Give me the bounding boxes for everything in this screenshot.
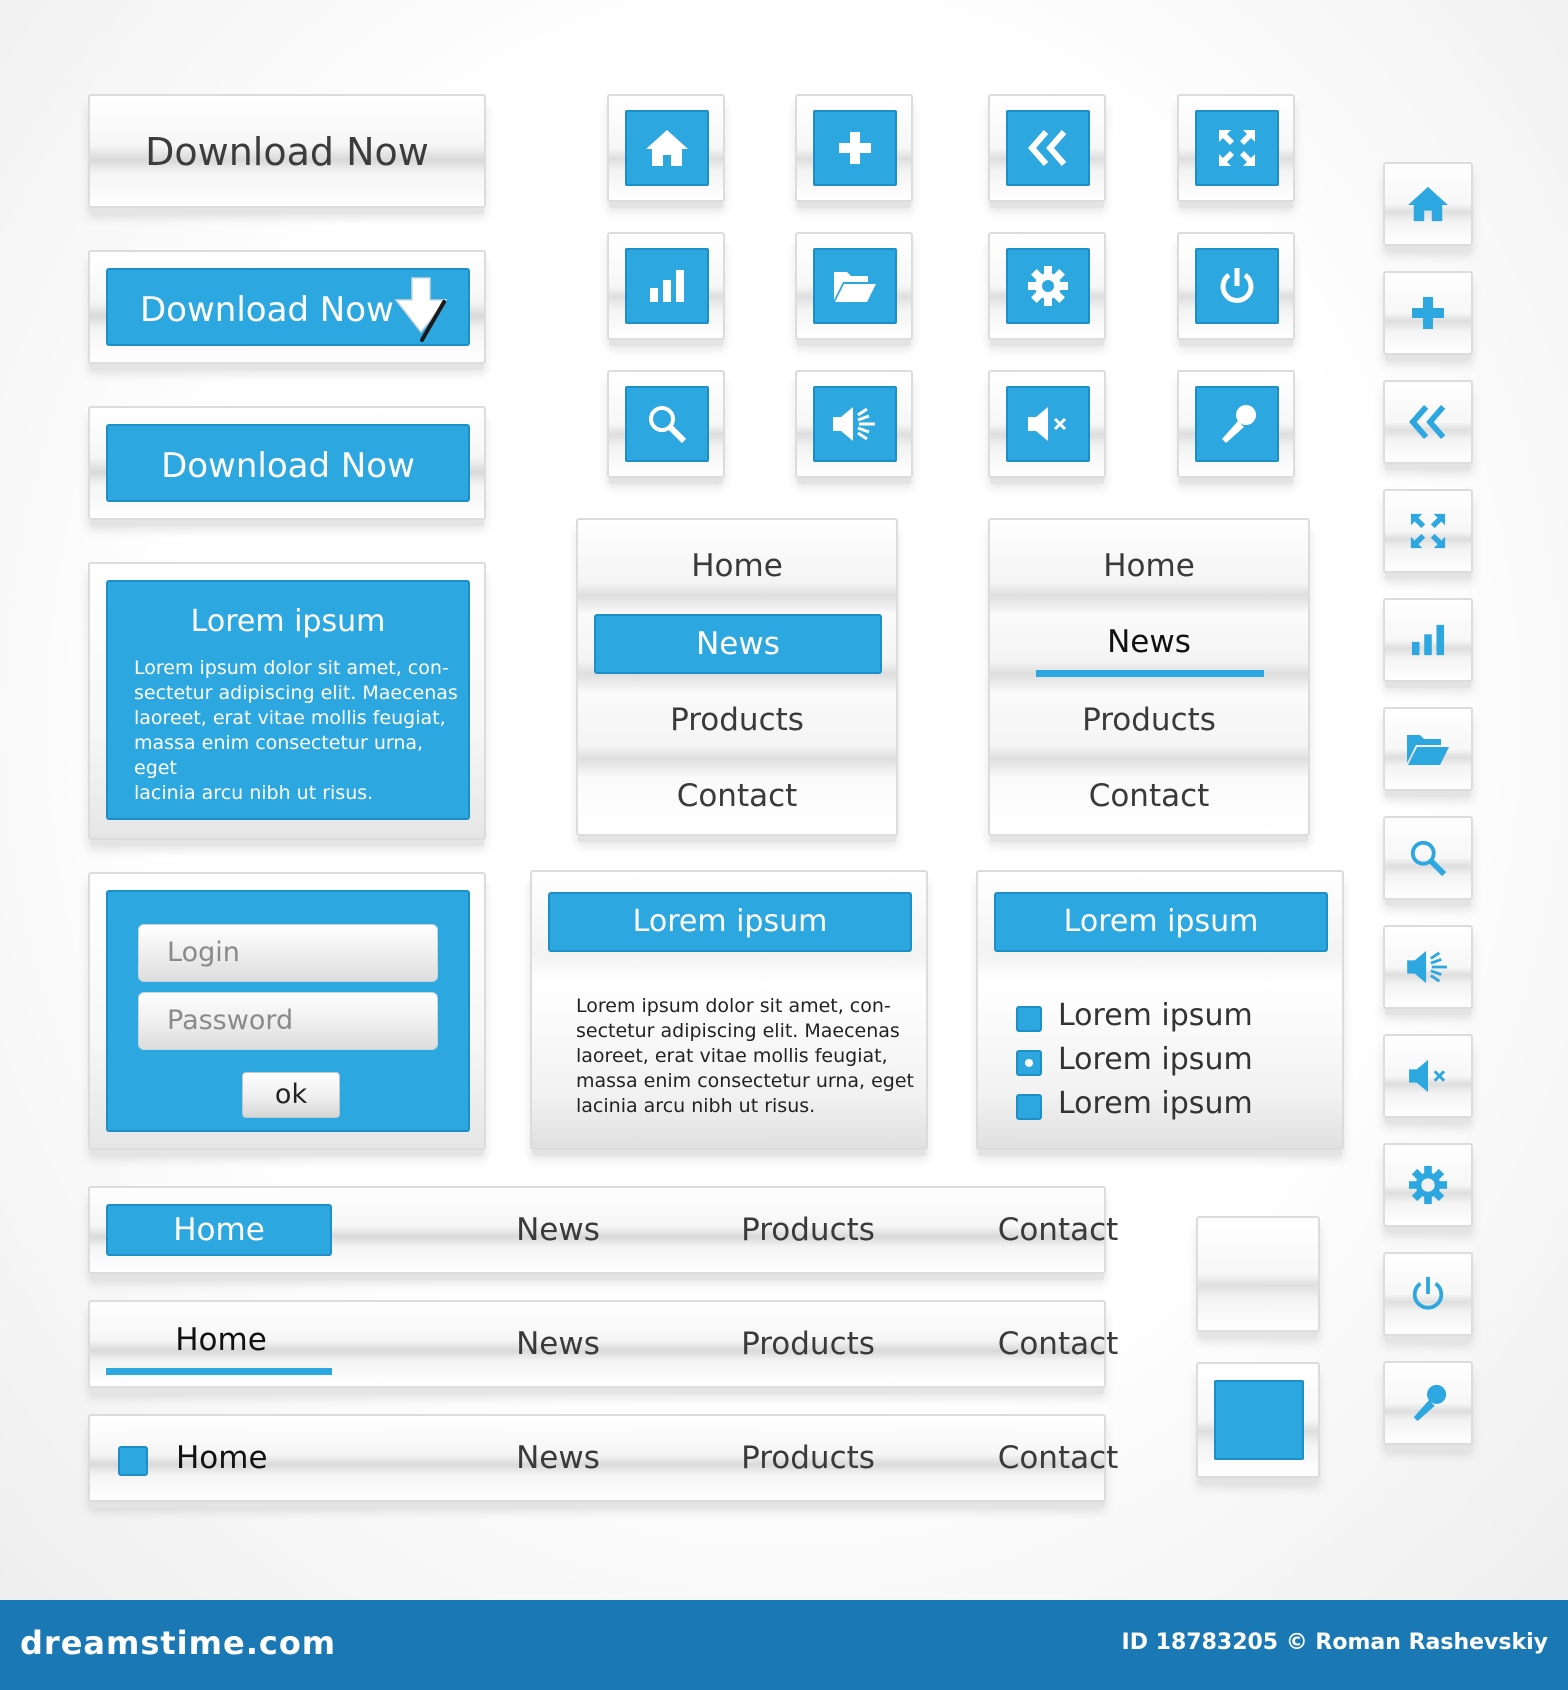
tile-square — [625, 110, 709, 186]
menu-b-underline — [1036, 670, 1264, 677]
text-panel-header — [548, 892, 912, 952]
side-home[interactable] — [1383, 162, 1473, 246]
tile-square — [625, 386, 709, 462]
ok-button[interactable] — [242, 1072, 340, 1118]
tile-mic[interactable] — [1177, 370, 1295, 478]
side-mic[interactable] — [1383, 1361, 1473, 1445]
home-icon — [1406, 185, 1450, 223]
menu-b-home[interactable]: Home — [1103, 548, 1195, 584]
empty-button-blue[interactable] — [1196, 1362, 1320, 1478]
download-button-blue-frame — [88, 406, 486, 520]
nav-3-home-active[interactable]: Home — [176, 1440, 268, 1476]
gear-icon — [1027, 265, 1069, 307]
double-chevron-left-icon — [1028, 129, 1068, 167]
double-chevron-left-icon — [1409, 404, 1447, 440]
checkbox-panel-title: Lorem ipsum — [1063, 904, 1259, 939]
side-plus[interactable] — [1383, 271, 1473, 355]
side-mute[interactable] — [1383, 1034, 1473, 1118]
ok-button-label: ok — [274, 1079, 308, 1110]
login-box — [106, 890, 470, 1132]
speaker-loud-icon — [831, 405, 879, 443]
tile-square — [1195, 248, 1279, 324]
checkbox-panel — [976, 870, 1344, 1150]
tile-square — [813, 386, 897, 462]
tile-chart[interactable] — [607, 232, 725, 340]
menu-b-news-active[interactable]: News — [1107, 624, 1191, 660]
nav-3-products[interactable]: Products — [741, 1440, 875, 1476]
microphone-icon — [1408, 1383, 1448, 1423]
tile-square — [625, 248, 709, 324]
checkbox-3-label: Lorem ipsum — [1058, 1086, 1253, 1121]
vertical-menu-filled — [576, 518, 898, 836]
bar-chart-icon — [1409, 623, 1447, 657]
fullscreen-icon — [1217, 128, 1257, 168]
text-panel-line: Lorem ipsum dolor sit amet, con- — [576, 995, 891, 1017]
nav-2-news[interactable]: News — [516, 1326, 600, 1362]
power-icon — [1409, 1275, 1447, 1313]
footer-site-logo[interactable]: dreamstime.com — [20, 1624, 337, 1662]
fullscreen-icon — [1409, 512, 1447, 550]
checkbox-1-label: Lorem ipsum — [1058, 998, 1253, 1033]
power-icon — [1217, 266, 1257, 306]
footer-credit: ID 18783205 © Roman Rashevskiy — [1121, 1630, 1548, 1655]
tile-mute[interactable] — [988, 370, 1106, 478]
tile-square — [1006, 248, 1090, 324]
checkbox-2-selected[interactable] — [1016, 1050, 1042, 1076]
home-icon — [644, 128, 690, 168]
plus-icon — [837, 130, 873, 166]
side-fullscreen[interactable] — [1383, 489, 1473, 573]
info-box-line: lacinia arcu nibh ut risus. — [134, 782, 374, 804]
nav-2-products[interactable]: Products — [741, 1326, 875, 1362]
menu-a-contact[interactable]: Contact — [676, 778, 798, 814]
tile-folder[interactable] — [795, 232, 913, 340]
info-box-body — [134, 656, 468, 806]
login-placeholder: Login — [167, 937, 240, 968]
tile-square — [1195, 386, 1279, 462]
nav-bar-marker — [88, 1414, 1119, 1502]
speaker-loud-icon — [1405, 949, 1451, 985]
tile-square — [1195, 110, 1279, 186]
side-folder[interactable] — [1383, 707, 1473, 791]
tile-plus[interactable] — [795, 94, 913, 202]
empty-button-plain[interactable] — [1196, 1216, 1320, 1332]
microphone-icon — [1216, 403, 1258, 445]
search-icon — [1409, 839, 1447, 877]
checkbox-1[interactable] — [1016, 1006, 1042, 1032]
info-box-title: Lorem ipsum — [190, 604, 386, 639]
download-button-blue[interactable] — [106, 424, 470, 502]
footer-bar — [0, 1600, 1568, 1690]
download-button-blue-label: Download Now — [161, 446, 415, 486]
download-button-plain[interactable] — [88, 94, 486, 208]
checkbox-3[interactable] — [1016, 1094, 1042, 1120]
nav-bar-filled — [88, 1186, 1119, 1274]
speaker-mute-icon — [1407, 1058, 1449, 1094]
menu-a-news-active[interactable] — [594, 614, 882, 674]
login-field[interactable] — [138, 924, 438, 982]
download-button-arrow[interactable] — [106, 268, 470, 346]
side-chart[interactable] — [1383, 598, 1473, 682]
info-box — [106, 580, 470, 820]
nav-1-home-label: Home — [173, 1212, 265, 1248]
nav-3-active-marker — [118, 1446, 148, 1476]
nav-bar-underline — [88, 1300, 1119, 1388]
tile-rewind[interactable] — [988, 94, 1106, 202]
text-panel — [530, 870, 928, 1150]
nav-2-contact[interactable]: Contact — [997, 1326, 1119, 1362]
password-placeholder: Password — [167, 1005, 294, 1036]
checkbox-2-label: Lorem ipsum — [1058, 1042, 1253, 1077]
side-rewind[interactable] — [1383, 380, 1473, 464]
tile-fullscreen[interactable] — [1177, 94, 1295, 202]
checkbox-panel-header — [994, 892, 1328, 952]
tile-sound[interactable] — [795, 370, 913, 478]
menu-b-products[interactable]: Products — [1082, 702, 1216, 738]
menu-a-news-label: News — [696, 626, 780, 662]
checkbox-2-dot — [1025, 1059, 1033, 1067]
text-panel-line: sectetur adipiscing elit. Maecenas — [576, 1020, 900, 1042]
info-box-line: Lorem ipsum dolor sit amet, con- — [134, 657, 449, 679]
menu-b-contact[interactable]: Contact — [1088, 778, 1210, 814]
tile-settings[interactable] — [988, 232, 1106, 340]
text-panel-title: Lorem ipsum — [632, 904, 828, 939]
nav-1-home-active[interactable] — [106, 1204, 332, 1256]
menu-a-home[interactable]: Home — [691, 548, 783, 584]
empty-button-blue-square — [1214, 1380, 1304, 1460]
info-box-frame — [88, 562, 486, 840]
nav-1-contact[interactable]: Contact — [997, 1212, 1119, 1248]
nav-2-home-active[interactable]: Home — [175, 1322, 267, 1358]
tile-power[interactable] — [1177, 232, 1295, 340]
nav-1-news[interactable]: News — [516, 1212, 600, 1248]
menu-a-products[interactable]: Products — [670, 702, 804, 738]
nav-3-news[interactable]: News — [516, 1440, 600, 1476]
folder-open-icon — [1405, 731, 1451, 767]
tile-square — [1006, 386, 1090, 462]
tile-square — [813, 248, 897, 324]
download-button-arrow-frame — [88, 250, 486, 364]
text-panel-line: massa enim consectetur urna, eget — [576, 1070, 914, 1092]
speaker-mute-icon — [1026, 405, 1070, 443]
info-box-line: massa enim consectetur urna, eget — [134, 732, 424, 779]
search-icon — [647, 404, 687, 444]
side-search[interactable] — [1383, 816, 1473, 900]
tile-square — [1006, 110, 1090, 186]
nav-2-underline — [106, 1368, 332, 1375]
login-box-frame — [88, 872, 486, 1150]
gear-icon — [1408, 1165, 1448, 1205]
tile-square — [813, 110, 897, 186]
download-button-arrow-label: Download Now — [140, 290, 394, 330]
password-field[interactable] — [138, 992, 438, 1050]
tile-home[interactable] — [607, 94, 725, 202]
side-power[interactable] — [1383, 1252, 1473, 1336]
side-settings[interactable] — [1383, 1143, 1473, 1227]
plus-icon — [1410, 295, 1446, 331]
text-panel-body — [576, 994, 914, 1119]
nav-1-products[interactable]: Products — [741, 1212, 875, 1248]
bar-chart-icon — [647, 268, 687, 304]
text-panel-line: laoreet, erat vitae mollis feugiat, — [576, 1045, 888, 1067]
side-sound[interactable] — [1383, 925, 1473, 1009]
info-box-line: sectetur adipiscing elit. Maecenas — [134, 682, 458, 704]
tile-search[interactable] — [607, 370, 725, 478]
folder-open-icon — [832, 268, 878, 304]
vertical-menu-underline — [988, 518, 1310, 836]
text-panel-line: lacinia arcu nibh ut risus. — [576, 1095, 816, 1117]
download-button-plain-label: Download Now — [145, 130, 429, 174]
nav-3-contact[interactable]: Contact — [997, 1440, 1119, 1476]
info-box-line: laoreet, erat vitae mollis feugiat, — [134, 707, 446, 729]
download-arrow-icon — [394, 276, 450, 342]
